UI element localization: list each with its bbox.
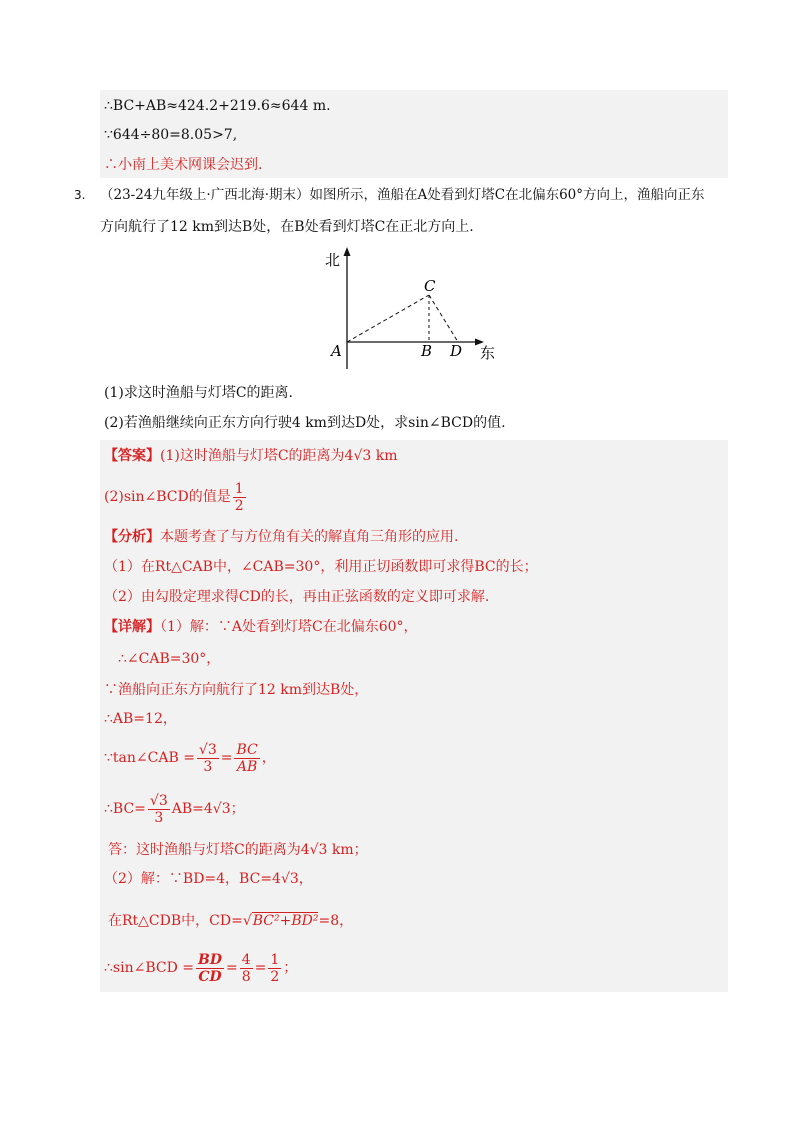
question-line-2: 方向航行了12 km到达B处，在B处看到灯塔C在正北方向上.: [100, 219, 474, 235]
detail-line-3: ∵渔船向正东方向航行了12 km到达B处，: [104, 682, 369, 698]
point-b-label: B: [421, 342, 433, 360]
prev-line-1: ∴BC+AB≈424.2+219.6≈644 m.: [104, 98, 331, 114]
detail-line-6: ∴BC= $\frac{√3}{3}$ AB=4√3；: [104, 792, 245, 826]
fraction-bd-over-cd: $\frac{BD}{CD}$: [197, 951, 222, 985]
fraction-4-over-8: $\frac{4}{8}$: [241, 951, 251, 985]
answer-part-1: (1)这时渔船与灯塔C的距离为4√3 km: [160, 448, 398, 464]
segment-ac: [347, 295, 429, 342]
detail-line-8: （2）解：∵BD=4，BC=4√3，: [104, 871, 313, 887]
answer-fraction: $\frac{1}{2}$: [234, 480, 244, 514]
analysis-step-2: （2）由勾股定理求得CD的长，再由正弦函数的定义即可求解.: [104, 589, 490, 605]
analysis-tag: 【分析】: [104, 529, 160, 545]
analysis-step-1: （1）在Rt△CAB中，∠CAB=30°，利用正切函数即可求得BC的长；: [104, 559, 538, 575]
question-line-1: （23-24九年级上·广西北海·期末）如图所示，渔船在A处看到灯塔C在北偏东60°方向上，渔船向正东: [100, 187, 705, 203]
north-label: 北: [325, 251, 341, 269]
answer-line-2: [104, 479, 248, 515]
sqrt-radicand: BC²+BD²: [252, 913, 319, 929]
point-a-label: A: [331, 342, 342, 360]
detail-tag: 【详解】: [104, 619, 160, 635]
analysis-text: 本题考查了与方位角有关的解直角三角形的应用.: [160, 529, 459, 545]
point-d-label: D: [450, 342, 463, 360]
detail-line-7: 答：这时渔船与灯塔C的距离为4√3 km；: [108, 842, 368, 858]
segment-cd: [429, 295, 458, 342]
point-c-label: C: [424, 277, 436, 295]
detail-line-2: ∴∠CAB=30°，: [118, 651, 221, 667]
analysis-line: [104, 528, 458, 546]
fraction-sqrt3-over-3: $\frac{√3}{3}$: [198, 741, 217, 775]
detail-line-4: ∴AB=12，: [104, 711, 177, 727]
question-part-2: (2)若渔船继续向正东方向行驶4 km到达D处，求sin∠BCD的值.: [104, 415, 506, 431]
fraction-sqrt3-over-3-b: $\frac{√3}{3}$: [149, 792, 168, 826]
fraction-bc-over-ab: $\frac{BC}{AB}$: [236, 741, 258, 775]
detail-line-1: [104, 618, 418, 636]
question-number: 3.: [74, 188, 86, 202]
detail-text-1: （1）解：∵A处看到灯塔C在北偏东60°，: [160, 619, 418, 635]
fraction-1-over-2: $\frac{1}{2}$: [270, 951, 280, 985]
detail-line-5: ∵tan∠CAB = $\frac{√3}{3}$ = $\frac{BC}{AB}$ ，: [104, 741, 276, 775]
detail-line-9: 在Rt△CDB中，CD=√BC²+BD²=8，: [108, 913, 354, 929]
answer-part-2: (2)sin∠BCD的值是: [104, 489, 231, 505]
east-label: 东: [480, 344, 496, 362]
prev-line-2: ∵644÷80=8.05>7,: [104, 127, 238, 143]
answer-line-1: [104, 447, 398, 465]
north-arrow: [344, 247, 351, 256]
detail-line-10: ∴sin∠BCD = $\frac{BD}{CD}$ = $\frac{4}{8}$ = $\frac{1}{2}$ ；: [104, 951, 298, 985]
prev-line-3: ∴小南上美术网课会迟到.: [104, 157, 263, 173]
answer-tag: 【答案】: [104, 448, 160, 464]
question-part-1: (1)求这时渔船与灯塔C的距离.: [104, 385, 293, 401]
bearing-diagram: [315, 245, 515, 375]
